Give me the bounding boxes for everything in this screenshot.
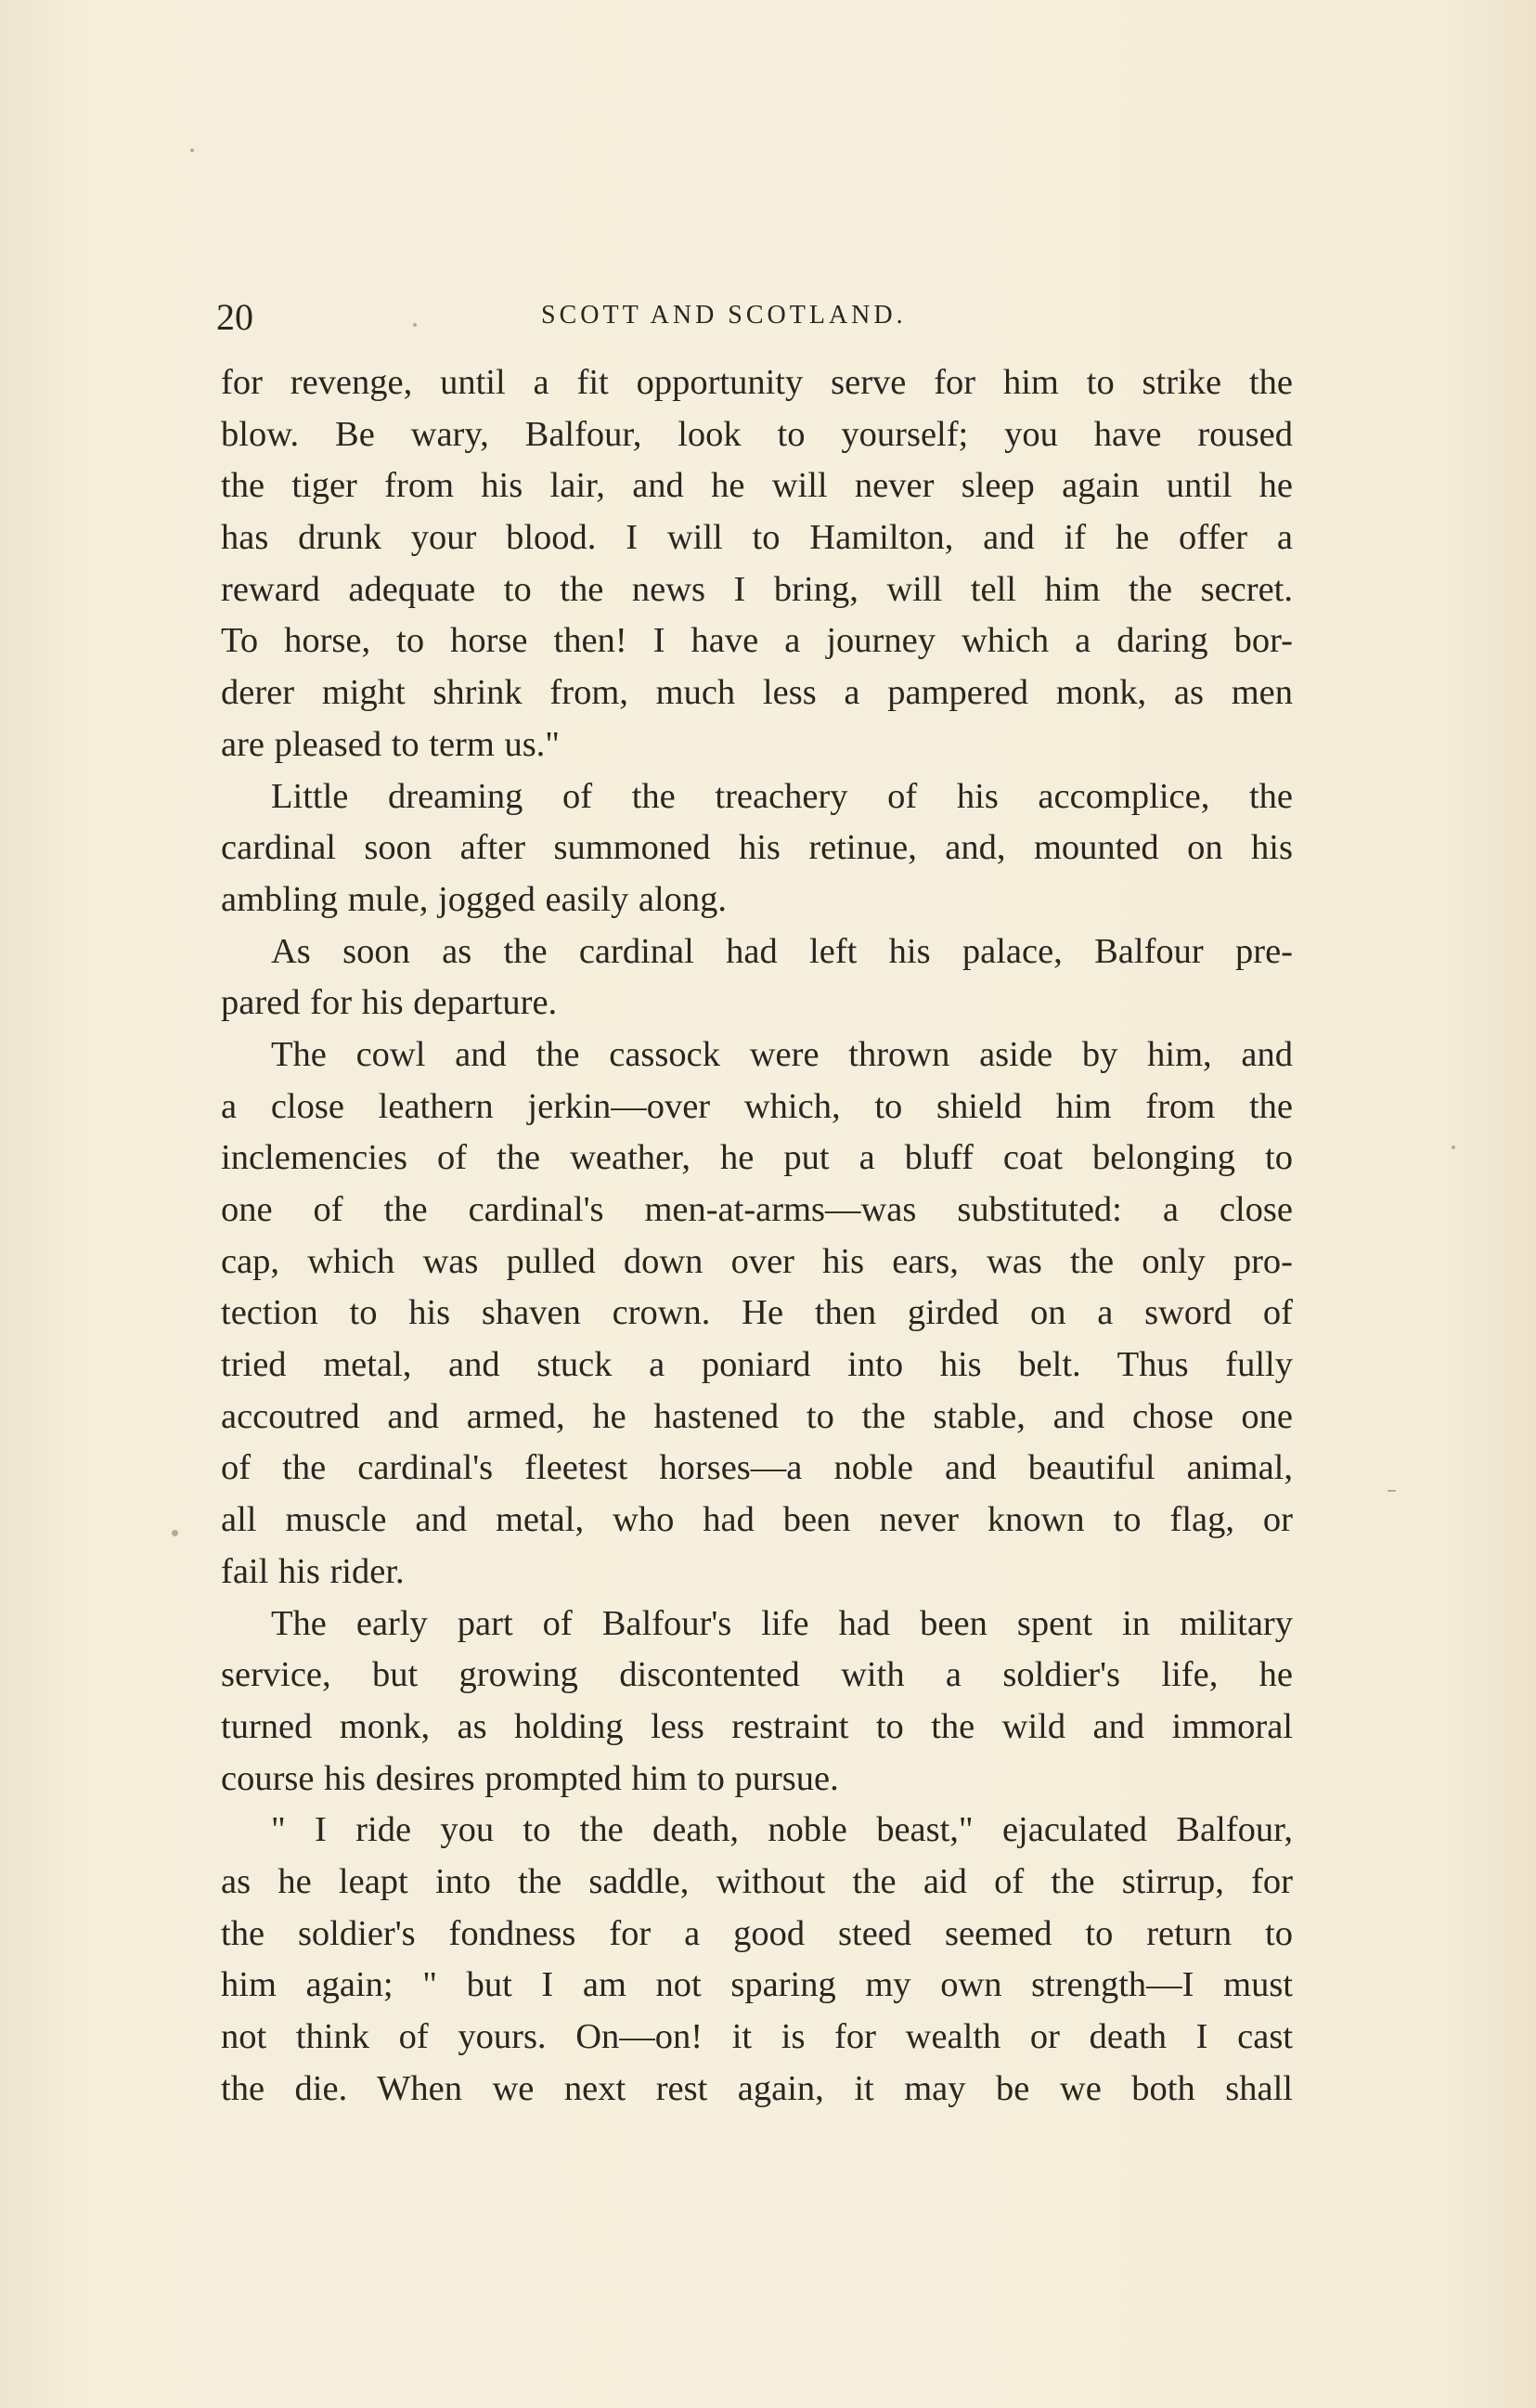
text-line: of the cardinal's fleetest horses—a noble and beautiful animal, xyxy=(221,1448,1293,1488)
text-line: The cowl and the cassock were thrown aside by him, and xyxy=(271,1034,1293,1074)
text-line: all muscle and metal, who had been never known to flag, or xyxy=(221,1500,1293,1540)
text-line: ambling mule, jogged easily along. xyxy=(221,879,728,919)
text-line: turned monk, as holding less restraint to the wild and immoral xyxy=(221,1706,1293,1746)
body-text xyxy=(221,357,1293,2115)
text-line: him again; " but I am not sparing my own strength—I must xyxy=(221,1965,1293,2005)
text-line: The early part of Balfour's life had been spent in military xyxy=(271,1603,1293,1643)
text-line: tried metal, and stuck a poniard into his belt. Thus fully xyxy=(221,1345,1293,1385)
text-line: the die. When we next rest again, it may be we both shall xyxy=(221,2068,1293,2108)
running-head xyxy=(216,295,1302,342)
text-line: for revenge, until a fit opportunity serve for him to strike the xyxy=(221,363,1293,402)
running-title: SCOTT AND SCOTLAND. xyxy=(541,301,907,330)
text-line: fail his rider. xyxy=(221,1551,405,1591)
text-line: tection to his shaven crown. He then girded on a sword of xyxy=(221,1293,1293,1333)
text-line: reward adequate to the news I bring, will tell him the secret. xyxy=(221,569,1293,609)
text-line: has drunk your blood. I will to Hamilton, and if he offer a xyxy=(221,518,1293,558)
text-line: one of the cardinal's men-at-arms—was substituted: a close xyxy=(221,1190,1293,1229)
paper-speck xyxy=(190,149,194,152)
text-line: To horse, to horse then! I have a journey which a daring bor- xyxy=(221,621,1293,661)
text-line: inclemencies of the weather, he put a bluff coat belonging to xyxy=(221,1138,1293,1178)
text-line: pared for his departure. xyxy=(221,983,558,1023)
text-line: Little dreaming of the treachery of his accomplice, the xyxy=(271,776,1293,816)
text-line: the tiger from his lair, and he will never sleep again until he xyxy=(221,466,1293,506)
text-line: service, but growing discontented with a soldier's life, he xyxy=(221,1655,1293,1695)
text-line: cardinal soon after summoned his retinue, and, mounted on his xyxy=(221,828,1293,868)
text-line: a close leathern jerkin—over which, to shield him from the xyxy=(221,1086,1293,1126)
text-line: not think of yours. On—on! it is for wealth or death I cast xyxy=(221,2017,1293,2056)
text-line: derer might shrink from, much less a pampered monk, as men xyxy=(221,673,1293,713)
text-line: are pleased to term us." xyxy=(221,724,561,764)
text-line: " I ride you to the death, noble beast," ejaculated Balfour, xyxy=(271,1810,1293,1850)
paper-speck xyxy=(172,1530,178,1536)
text-line: accoutred and armed, he hastened to the stable, and chose one xyxy=(221,1396,1293,1436)
page-number: 20 xyxy=(216,296,253,338)
paper-speck xyxy=(1452,1146,1455,1149)
text-line: cap, which was pulled down over his ears, was the only pro- xyxy=(221,1241,1293,1281)
text-line: as he leapt into the saddle, without the aid of the stirrup, for xyxy=(221,1861,1293,1901)
paper-speck xyxy=(1388,1490,1396,1492)
text-line: course his desires prompted him to pursue. xyxy=(221,1758,839,1798)
text-line: the soldier's fondness for a good steed seemed to return to xyxy=(221,1913,1293,1953)
text-line: As soon as the cardinal had left his palace, Balfour pre- xyxy=(271,931,1293,971)
text-line: blow. Be wary, Balfour, look to yourself; you have roused xyxy=(221,414,1293,454)
